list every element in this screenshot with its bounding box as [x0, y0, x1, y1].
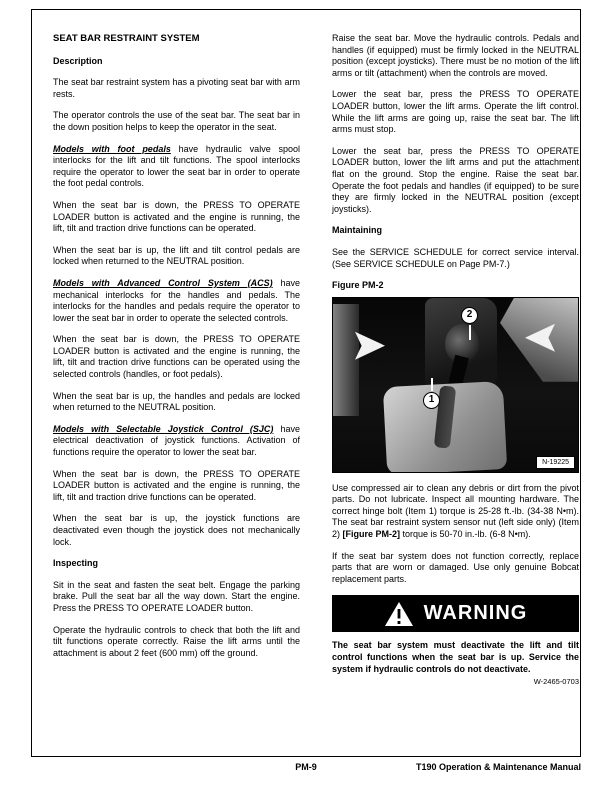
warning-box	[332, 595, 579, 632]
right-column	[332, 33, 579, 687]
body-paragraph: When the seat bar is up, the handles and pedals are locked when returned to the NEUTRAL position.	[53, 390, 300, 413]
footer-manual-title: T190 Operation & Maintenance Manual	[415, 762, 581, 772]
paragraph-text: Use compressed air to clean any debris or dirt from the pivot parts. Do not lubricate. Inspect all mounting hardware. The correct hinge bolt (Item 1) torque is 25-28 ft.-lb. (34-38 N•m). The seat bar restraint system sensor nut (left side only) (Item 2)	[332, 482, 579, 540]
body-paragraph: See the SERVICE SCHEDULE for correct service interval. (See SERVICE SCHEDULE on Page PM-7.)	[332, 246, 579, 269]
paragraph-text: have hydraulic valve spool interlocks for the lift and tilt functions. The spool interlocks require the operator to lower the seat bar in order to operate the foot pedal controls.	[53, 143, 300, 189]
warning-triangle-icon	[384, 601, 414, 627]
figure-pm2-photo	[332, 297, 579, 473]
page-title: SEAT BAR RESTRAINT SYSTEM	[53, 33, 200, 44]
photo-background-left	[333, 304, 359, 416]
page-border	[31, 9, 581, 757]
body-paragraph: When the seat bar is up, the joystick functions are deactivated even though the joystick does not mechanically lock.	[53, 513, 300, 547]
heading-description: Description	[53, 55, 103, 66]
body-paragraph: The seat bar restraint system has a pivoting seat bar with arm rests.	[53, 77, 300, 99]
body-paragraph: Sit in the seat and fasten the seat belt. Engage the parking brake. Pull the seat bar all the way down. Start the engine. Press the PRESS TO OPERATE LOADER button.	[53, 579, 300, 613]
paragraph-text: have electrical deactivation of joystick functions. Activation of functions require the operator to lower the seat bar.	[53, 423, 300, 458]
body-paragraph: When the seat bar is up, the lift and tilt control pedals are locked when returned to the NEUTRAL position.	[53, 244, 300, 267]
heading-maintaining: Maintaining	[332, 225, 382, 236]
body-paragraph: Lower the seat bar, press the PRESS TO OPERATE LOADER button, lower the lift arms. Operate the lift control. While the lift arms are going up, raise the seat bar. The lift arms must stop.	[332, 89, 579, 135]
paragraph-text: torque is 50-70 in.-lb. (6-8 N•m).	[400, 529, 531, 540]
body-paragraph: Lower the seat bar, press the PRESS TO OPERATE LOADER button, lower the lift arms and put the attachment flat on the ground. Stop the engine. Raise the seat bar. Operate the foot pedals and handles (if equipped) to be sure they are firmly locked in the NEUTRAL position (except joysticks).	[332, 145, 579, 214]
footer-page-number: PM-9	[295, 762, 317, 772]
figure-reference: [Figure PM-2]	[342, 529, 401, 540]
models-foot-pedals-lead: Models with foot pedals	[53, 143, 171, 154]
body-paragraph: Operate the hydraulic controls to check that both the lift and tilt functions operate correctly. Raise the lift arms until the attachment is about 2 feet (600 mm) off the ground.	[53, 624, 300, 658]
heading-inspecting: Inspecting	[53, 558, 99, 569]
body-paragraph: If the seat bar system does not function correctly, replace parts that are worn or damaged. Use only genuine Bobcat replacement parts.	[332, 550, 579, 584]
body-paragraph: When the seat bar is down, the PRESS TO OPERATE LOADER button is activated and the engine is running, the lift, tilt and traction drive functions can be operated.	[53, 199, 300, 234]
figure-caption: Figure PM-2	[332, 280, 384, 291]
body-paragraph	[53, 424, 300, 459]
body-paragraph: When the seat bar is down, the PRESS TO OPERATE LOADER button is activated and the engine is running, the lift, tilt and traction drive functions can be operated.	[53, 468, 300, 502]
arrow-left-icon	[355, 332, 385, 360]
warning-body-text: The seat bar system must deactivate the lift and tilt control functions when the seat bar is up. Service the system if hydraulic controls do not deactivate.	[332, 640, 579, 674]
photo-id-label: N-19225	[536, 456, 575, 469]
warning-title: WARNING	[423, 602, 528, 625]
body-paragraph: The operator controls the use of the seat bar. The seat bar in the down position helps to keep the operator in the seat.	[53, 110, 300, 132]
callout-1-marker: 1	[423, 392, 440, 409]
models-sjc-lead: Models with Selectable Joystick Control (SJC)	[53, 423, 274, 434]
body-paragraph: When the seat bar is down, the PRESS TO OPERATE LOADER button is activated and the engine is running, the lift, tilt and traction drive functions can be operated using the selected controls (handles, or foot pedals).	[53, 334, 300, 380]
body-paragraph: Raise the seat bar. Move the hydraulic controls. Pedals and handles (if equipped) must be firmly locked in the NEUTRAL position (except joysticks). There must be no motion of the lift arms or tilt (attachment) when the controls are moved.	[332, 33, 579, 78]
callout-1-pointer	[431, 378, 433, 391]
callout-2-marker: 2	[461, 307, 478, 324]
body-paragraph	[53, 144, 300, 190]
paragraph-text: have mechanical interlocks for the handles and pedals. The interlocks for the handles and pedals require the operator to lower the seat bar in order to operate the selected controls.	[53, 277, 300, 323]
models-acs-lead: Models with Advanced Control System (ACS)	[53, 277, 273, 288]
left-column	[53, 33, 300, 669]
callout-2-pointer	[469, 325, 471, 340]
warning-code: W-2465-0703	[533, 677, 579, 687]
body-paragraph	[53, 278, 300, 324]
body-paragraph	[332, 483, 579, 541]
